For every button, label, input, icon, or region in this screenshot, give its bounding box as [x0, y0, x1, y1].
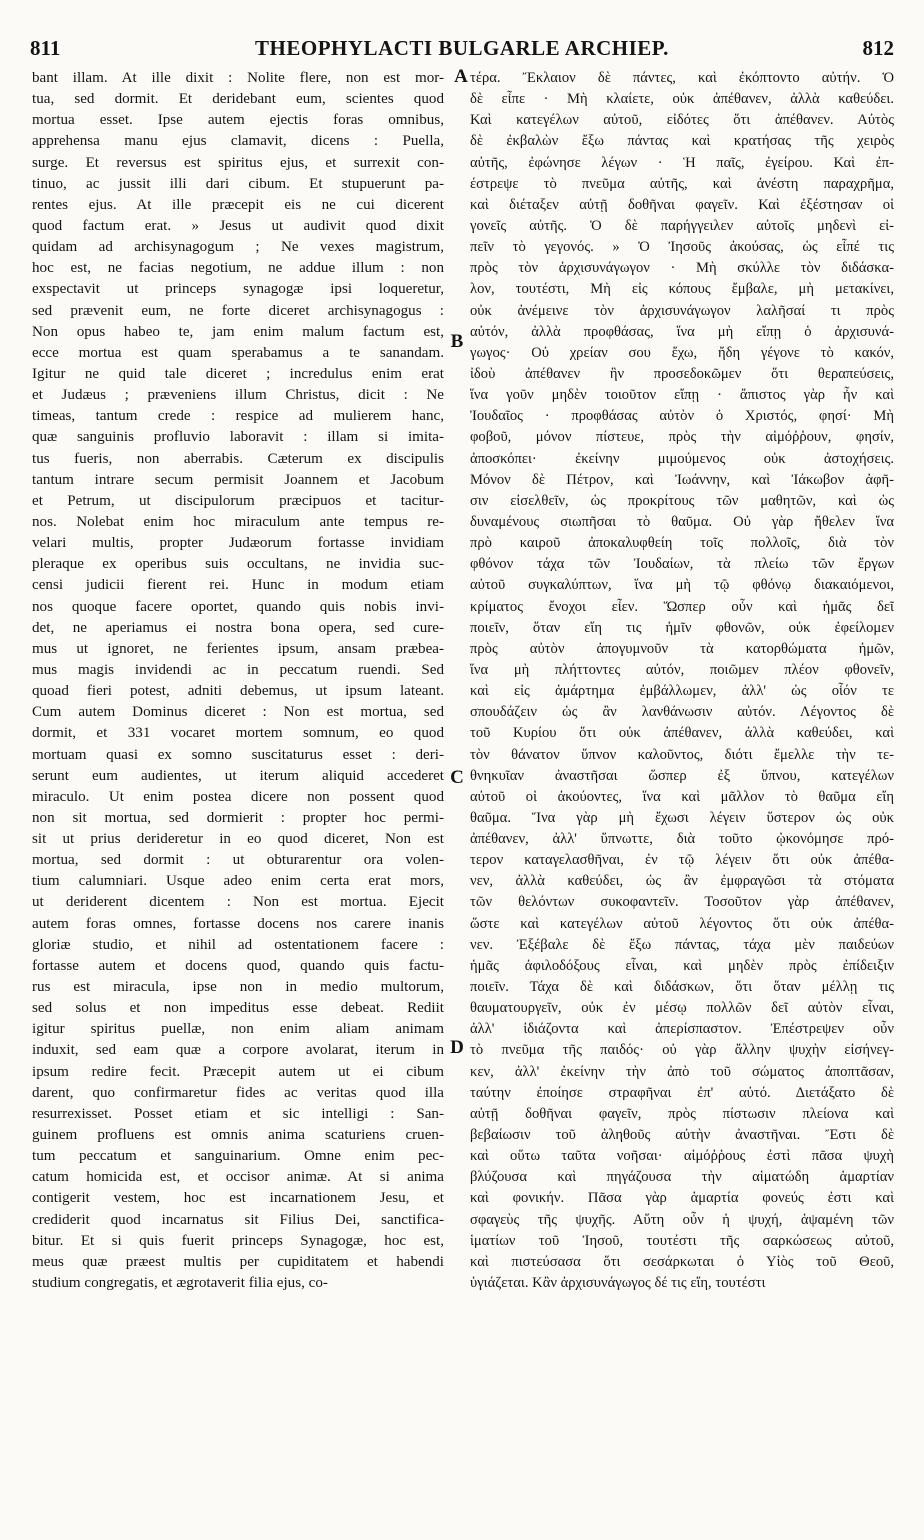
text-line: Igitur ne quid tale diceret ; incredulus enim erat [32, 365, 444, 382]
text-line: καὶ πιστεύσασα ὅτι σεσάρκωται ὁ Υἱὸς τοῦ Θεοῦ, [470, 1253, 894, 1270]
page-number-left: 811 [30, 36, 61, 60]
text-line: nos. Nolebat enim hoc miraculum ante tempus re- [32, 513, 444, 530]
text-line: igitur spiritus puellæ, non enim aliam animam [32, 1021, 444, 1038]
text-line: καὶ φονικήν. Πᾶσα γὰρ ἁμαρτία φονεύς ἐστι καὶ [470, 1190, 894, 1207]
text-line: et Petrum, ut discipulorum præcipuos et tacitur- [32, 492, 444, 509]
text-line: mortua esset. Ipse autem ejectis foras omnibus, [32, 112, 444, 129]
text-line: et Judæus ; præveniens illum Christus, dicit : Ne [32, 387, 444, 404]
text-line: induxit, sed eam quæ a corpore avolarat, iterum in [32, 1042, 444, 1059]
text-line: Cum autem Dominus diceret : Non est mortua, sed [32, 704, 444, 721]
text-line: catum homicida est, et occisor animæ. At si anima [32, 1169, 444, 1186]
text-line: πρὸ καιροῦ ἀποκαλυφθείη τοῖς πολλοῖς, διὰ τὸν [470, 535, 894, 552]
text-line: det, ne aperiamus ei nostra bona opera, sed cure- [32, 619, 444, 636]
page-header [30, 36, 894, 66]
running-title: THEOPHYLACTI BULGARLE ARCHIEP. [255, 36, 669, 60]
text-line: βλύζουσα καὶ πηγάζουσα τὴν αἱματώδη ἁμαρτίαν [470, 1169, 894, 1186]
text-line: καὶ διέταξεν αὐτῇ δοθῆναι φαγεῖν. Καὶ ἐξέστησαν οἱ [470, 196, 894, 213]
text-line: σφαγεὺς τῆς ψυχῆς. Αὕτη οὖν ἡ ψυχή, ἁψαμένη τῶν [470, 1211, 894, 1228]
text-line: mus ut ignoret, ne ferientes ipsum, ansam præbea- [32, 640, 444, 657]
section-marker-c: C [450, 767, 464, 788]
text-line: Ἰουδαῖος · προφθάσας αὐτὸν ὁ Χριστός, φησί· Μὴ [470, 408, 894, 425]
text-line: τοῦ Κυρίου ὅτι οὐκ ἀπέθανεν, ἀλλὰ καθεύδει, καὶ [470, 725, 894, 742]
text-line: νεν. Ἐξέβαλε δὲ ἔξω πάντας, τάχα μὲν παιδεύων [470, 936, 894, 953]
text-line: αὐτῆς, ἐφώνησε λέγων · Ἡ παῖς, ἐγείρου. Καὶ ἐπ- [470, 154, 894, 171]
text-line: timeas, tantum crede : respice ad mulierem hanc, [32, 408, 444, 425]
text-line: πρὸς τὸν ἀρχισυνάγωγον · Μὴ σκύλλε τὸν διδάσκα- [470, 260, 894, 277]
text-line: πρὸς αὐτὸν ἀπογυμνοῦν τὰ κατορθώματα ἡμῶν, [470, 640, 894, 657]
text-line: censi judicii fierent rei. Hunc in modum etiam [32, 577, 444, 594]
text-line: autem foras omnes, fortasse docens nos carere inanis [32, 915, 444, 932]
text-line: mus magis invidendi ac in peccatum ruendi. Sed [32, 661, 444, 678]
text-line: crediderit quod incarnatus sit Filius Dei, sanctifica- [32, 1211, 444, 1228]
section-marker-a: A [454, 66, 468, 87]
text-line: θνηκυῖαν ἀναστῆσαι ὥσπερ ἐξ ὕπνου, κατεγέλων [470, 767, 894, 784]
text-line: θαῦμα. Ἵνα γὰρ μὴ ἔχωσι λέγειν ὕστερον ὡς οὐκ [470, 809, 894, 826]
text-line: apprehensa manu ejus clamavit, dicens : Puella, [32, 133, 444, 150]
text-line: hoc est, ne facias negotium, ne addue illum : non [32, 260, 444, 277]
text-line: δὲ εἶπε · Μὴ κλαίετε, οὐκ ἀπέθανεν, ἀλλὰ καθεύδει. [470, 91, 894, 108]
text-line: τὸ πνεῦμα τῆς παιδός· οὐ γὰρ ἄλλην ψυχὴν εἰσήνεγ- [470, 1042, 894, 1059]
text-line: darent, quo confirmaretur fides ac veritas quod illa [32, 1084, 444, 1101]
text-line: resurrexisset. Posset etiam et sic intelligi : San- [32, 1105, 444, 1122]
text-line: έστρεψε τὸ πνεῦμα αὐτῆς, καὶ ἀνέστη παραχρῆμα, [470, 175, 894, 192]
text-line: sed solus et non impeditus esse debeat. Rediit [32, 1000, 444, 1017]
text-line: velari multis, propter Judæorum fortasse invidiam [32, 535, 444, 552]
text-line: οὐκ ἀνέμεινε τὸν ἀρχισυνάγωγον λαλῆσαί τι πρὸς [470, 302, 894, 319]
section-marker-b: B [450, 331, 464, 352]
text-line: αὐτόν, ἀλλὰ προφθάσας, ἵνα μὴ εἴπῃ ὁ ἀρχισυνά- [470, 323, 894, 340]
text-line: bant illam. At ille dixit : Nolite flere, non est mor- [32, 70, 444, 86]
text-line: ποιεῖν, ὅταν εἴη τις ἡμῖν φθονῶν, οὐκ ἐφείλομεν [470, 619, 894, 636]
text-line: αὐτῇ δοθῆναι φαγεῖν, πρὸς πίστωσιν πλείονα καὶ [470, 1105, 894, 1122]
text-line: γωγος· Οὐ χρείαν σου ἔχω, ἤδη γέγονε τὸ κακόν, [470, 344, 894, 361]
text-line: θαυματουργεῖν, οὐκ ἐν μέσῳ πολλῶν δεῖ αὐτὸν εἶναι, [470, 1000, 894, 1017]
text-line: Non opus habeo te, jam enim malum factum est, [32, 323, 444, 340]
text-line: sed prævenit eum, ne forte diceret archisynagogus : [32, 302, 444, 319]
text-line: rentes ejus. At ille præcepit eis ne cui dicerent [32, 196, 444, 213]
text-line: φθόνον τάχα τῶν Ἰουδαίων, τὰ πλείω τῶν ἔργων [470, 556, 894, 573]
text-line: Μόνον δὲ Πέτρον, καὶ Ἰωάννην, καὶ Ἰάκωβον ἀφῆ- [470, 471, 894, 488]
text-line: δυναμένους σιωπῆσαι τὸ θαῦμα. Οὐ γὰρ ἤθελεν ἵνα [470, 513, 894, 530]
text-line: gloriæ studio, et nihil ad ostentationem facere : [32, 936, 444, 953]
text-line: γονεῖς αὐτῆς. Ὁ δὲ παρήγγειλεν αὐτοῖς μηδενὶ εἰ- [470, 217, 894, 234]
text-line: pleraque ex operibus suis occultans, ne invidia suc- [32, 556, 444, 573]
text-line: tium calumniari. Usque adeo enim certa erat mors, [32, 873, 444, 890]
text-line: mortuam quasi ex somno suscitaturus esset : deri- [32, 746, 444, 763]
text-line: ταύτην ἐποίησε στραφῆναι ἐπ' αὐτό. Διετάξατο δὲ [470, 1084, 894, 1101]
text-line: σπουδάζειν ὡς ἂν λανθάνωσιν αὐτόν. Λέγοντος δὲ [470, 704, 894, 721]
text-line: serunt eum audientes, ut iterum aliquid accederet [32, 767, 444, 784]
text-line: quidam ad archisynagogum ; Ne vexes magistrum, [32, 239, 444, 256]
text-line: surge. Et reversus est spiritus ejus, et surrexit con- [32, 154, 444, 171]
text-line: τὸν θάνατον ὕπνον καλοῦντος, διότι ἔμελλε τὴν τε- [470, 746, 894, 763]
text-line: λον, τουτέστι, Μὴ εἰς κόπους ἔμβαλε, μὴ μετακίνει, [470, 281, 894, 298]
text-line: tinuo, ac jussit illi dari cibum. Et stupuerunt pa- [32, 175, 444, 192]
text-line: bitur. Et si quis fuerit princeps Synagogæ, hoc est, [32, 1232, 444, 1249]
text-line: studium congregatis, et ægrotaverit filia ejus, co- [32, 1275, 328, 1292]
text-line: fortasse autem et docens quod, quando quis factu- [32, 957, 444, 974]
text-line: ἀλλ' ἰδιάζοντα καὶ ἀπερίσπαστον. Ἐπέστρεψεν οὖν [470, 1021, 894, 1038]
section-marker-d: D [450, 1037, 464, 1058]
text-line: ἱματίων τοῦ Ἰησοῦ, τουτέστι τῆς σαρκώσεως αὐτοῦ, [470, 1232, 894, 1249]
text-line: δὲ ἐκβαλὼν ἔξω πάντας καὶ κρατήσας τῆς χειρὸς [470, 133, 894, 150]
text-line: κεν, ἀλλ' ἐκείνην τὴν ἀπὸ τοῦ σώματος ἀποπτᾶσαν, [470, 1063, 894, 1080]
text-line: κρίματος ἔνοχοι εἶεν. Ὥσπερ οὖν καὶ ἡμᾶς δεῖ [470, 598, 894, 615]
text-line: non sit mortua, sed dormierit : propter hoc permi- [32, 809, 444, 826]
text-line: βεβαίωσιν τοῦ ἀληθοῦς αὐτὴν ἀναστῆναι. Ἔστι δὲ [470, 1127, 894, 1144]
text-line: quæ sanguinis profluvio laboravit : illam si imita- [32, 429, 444, 446]
text-line: tus fueris, non aberrabis. Cæterum ex discipulis [32, 450, 444, 467]
text-line: ὥστε καὶ κατεγέλων αὐτοῦ λέγοντος ὅτι οὐκ ἀπέθα- [470, 915, 894, 932]
text-line: ἵνα μὴ πλήττοντες αὐτόν, ποιῶμεν πλέον φθονεῖν, [470, 661, 894, 678]
text-line: ut deriderent dicentem : Non est mortua. Ejecit [32, 894, 444, 911]
text-line: ἀποσκόπει· ἐκείνην μιμούμενος οὐκ ἀστοχήσεις. [470, 450, 894, 467]
text-line: Καὶ κατεγέλων αὐτοῦ, εἰδότες ὅτι ἀπέθανεν. Αὐτὸς [470, 112, 894, 129]
text-line: nos quoque facere oportet, quando quis nobis invi- [32, 598, 444, 615]
text-line: καὶ εἰς ἁμάρτημα ἐμβάλλωμεν, ἀλλ' ὡς οἷόν τε [470, 683, 894, 700]
text-line: meus quæ præest multis per cupiditatem et habendi [32, 1253, 444, 1270]
text-line: guinem profluens est omnis anima scaturiens cruen- [32, 1127, 444, 1144]
text-line: πεῖν τὸ γεγονός. » Ὁ Ἰησοῦς ἀκούσας, ὡς εἶπέ τις [470, 239, 894, 256]
text-line: ipsum redire fecit. Præcepit autem ut ei cibum [32, 1063, 444, 1080]
text-line: exspectavit ut princeps synagogæ ipsi loqueretur, [32, 281, 444, 298]
text-line: αὐτοῦ οἱ ἀκούοντες, ἵνα καὶ μᾶλλον τὸ θαῦμα εἴη [470, 788, 894, 805]
text-line: rus est miracula, ipse non in medio multorum, [32, 979, 444, 996]
text-line: νεν, ἀλλὰ καθεύδει, ὡς ἂν ἐμφραγῶσι τὰ στόματα [470, 873, 894, 890]
page-number-right: 812 [862, 36, 894, 60]
text-line: contigerit vestem, hoc est incarnationem Jesu, et [32, 1190, 444, 1207]
text-line: τέρα. Ἔκλαιον δὲ πάντες, καὶ ἐκόπτοντο αὐτήν. Ὁ [470, 70, 894, 86]
greek-column [470, 68, 894, 1520]
text-line: αὐτοῦ συγκαλύπτων, ἵνα μὴ τῷ φθόνῳ διακαιόμενοι, [470, 577, 894, 594]
text-line: ἡμᾶς ἀφιλοδόξους εἶναι, καὶ μηδὲν πρὸς ἐπίδειξιν [470, 957, 894, 974]
text-line: tua, sed dormit. Et deridebant eum, scientes quod [32, 91, 444, 108]
text-line: miraculo. Ut enim postea dicere non possent quod [32, 788, 444, 805]
text-line: ἀπέθανεν, ἀλλ' ὕπνωττε, διὰ τοῦτο ᾠκονόμησε πρό- [470, 831, 894, 848]
text-line: tantum intrare secum permisit Joannem et Jacobum [32, 471, 444, 488]
text-line: ὑγιάζεται. Κἂν ἀρχισυνάγωγος δέ τις εἴη, τουτέστι [470, 1275, 766, 1292]
text-line: dormit, et 331 vocaret mortem somnum, eo quod [32, 725, 444, 742]
text-line: τῶν θελόντων συκοφαντεῖν. Τοσοῦτον γὰρ ἀπέθανεν, [470, 894, 894, 911]
latin-column [32, 68, 444, 1520]
text-line: quod factum erat. » Jesus ut audivit quod dixit [32, 217, 444, 234]
text-line: sit ut prius derideretur in eo quod diceret, Non est [32, 831, 444, 848]
text-line: φοβοῦ, μόνον πίστευε, πρὸς τὴν αἱμόῤῥουν, φησίν, [470, 429, 894, 446]
text-line: τερον καταγελασθῆναι, ἐν τῷ λέγειν ὅτι οὐκ ἀπέθα- [470, 852, 894, 869]
text-line: καὶ οὕτω ταῦτα νοῆσαι· αἱμόῤῥους ἐστὶ πᾶσα ψυχὴ [470, 1148, 894, 1165]
text-line: mortua, sed dormit : ut obturarentur ora volen- [32, 852, 444, 869]
text-line: σιν εἰσελθεῖν, ὡς προκρίτους τῶν μαθητῶν, καὶ ὡς [470, 492, 894, 509]
text-line: ἵνα γοῦν μηδὲν τοιοῦτον εἴπῃ · ἄπιστος γὰρ ἦν καὶ [470, 387, 894, 404]
text-line: ecce mortua est quam sperabamus a te sanandam. [32, 344, 444, 361]
text-line: quoad fieri potest, adniti debemus, ut ipsum lateant. [32, 683, 444, 700]
text-line: ποιεῖν. Τάχα δὲ καὶ διδάσκων, ὅτι ὅταν μέλλῃ τις [470, 979, 894, 996]
text-line: tum peccatum et sanguinarium. Omne enim pec- [32, 1148, 444, 1165]
text-line: ἰδοὺ ἀπέθανεν ἣν προσεδοκῶμεν ὅτι θεραπεύσεις, [470, 365, 894, 382]
